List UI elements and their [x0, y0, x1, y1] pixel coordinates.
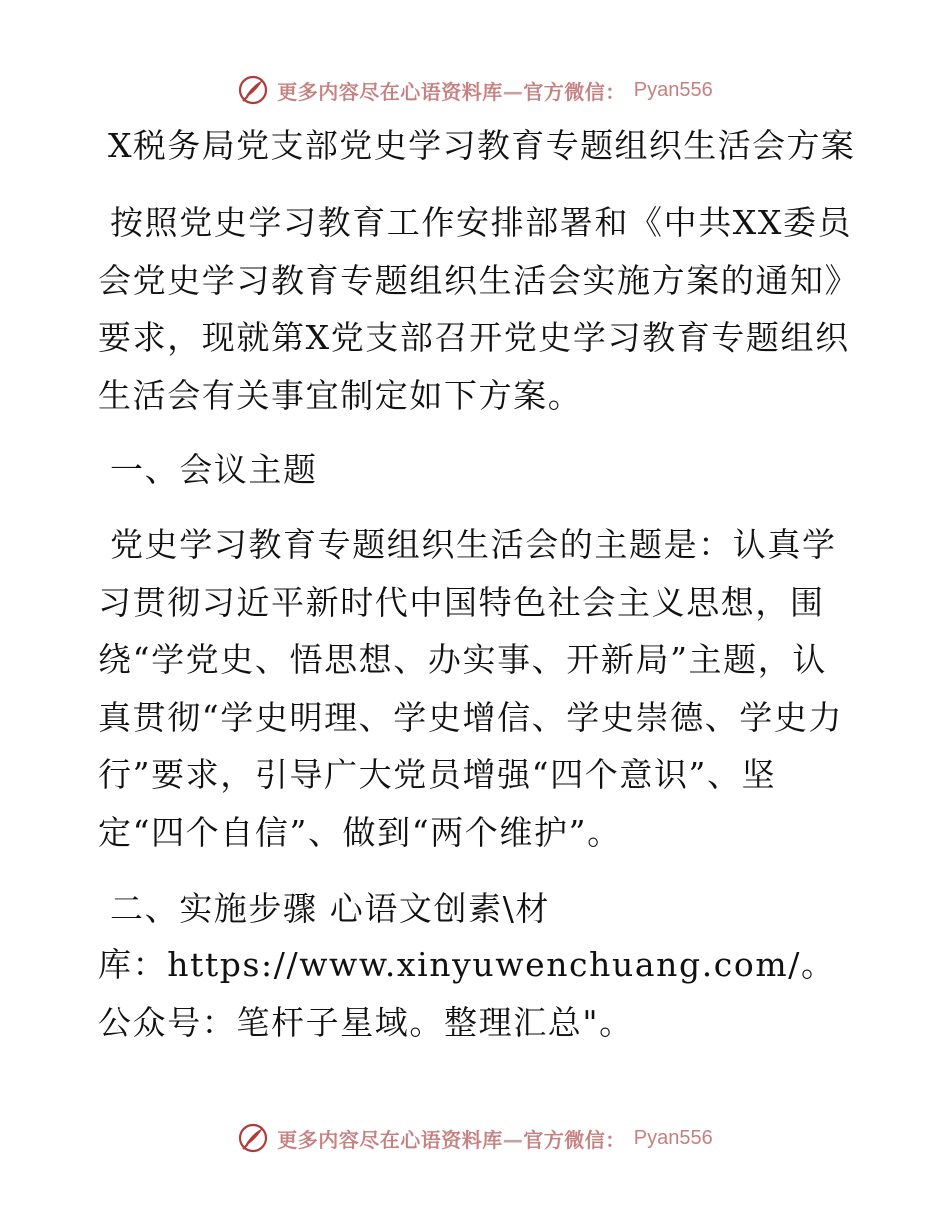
document-title: X税务局党支部党史学习教育专题组织生活会方案	[108, 126, 856, 165]
footer-watermark-banner	[0, 1118, 950, 1158]
header-watermark-banner	[0, 70, 950, 110]
watermark-handle: Pyan556	[633, 1126, 713, 1149]
section-body-1: 党史学习教育专题组织生活会的主题是：认真学习贯彻习近平新时代中国特色社会主义思想，围绕“学党史、悟思想、办实事、开新局”主题，认真贯彻“学史明理、学史增信、学史崇德、学史力行”要求，引导广大党员增强“四个意识”、坚定“四个自信”、做到“两个维护”。	[98, 525, 844, 852]
section-heading-2: 二、实施步骤 心语文创素\材	[110, 889, 551, 928]
watermark-label: 官方微信：	[523, 1127, 626, 1152]
watermark-main-text: 更多内容尽在心语资料库	[277, 79, 503, 104]
feather-pen-logo-icon	[237, 1122, 269, 1154]
watermark-handle: Pyan556	[633, 78, 713, 101]
intro-paragraph: 按照党史学习教育工作安排部署和《中共XX委员会党史学习教育专题组织生活会实施方案的通知》要求，现就第X党支部召开党史学习教育专题组织生活会有关事宜制定如下方案。	[98, 203, 853, 415]
section-heading-1: 一、会议主题	[110, 450, 318, 489]
watermark-dash: —	[502, 79, 524, 104]
section-body-2: 库：https://www.xinyuwenchuang.com/。公众号：笔杆子星域。整理汇总"。	[98, 945, 836, 1042]
watermark-main-text: 更多内容尽在心语资料库	[277, 1127, 503, 1152]
watermark-text	[277, 76, 626, 105]
watermark-dash: —	[502, 1127, 524, 1152]
watermark-label: 官方微信：	[523, 79, 626, 104]
feather-pen-logo-icon	[237, 74, 269, 106]
watermark-text	[277, 1124, 626, 1153]
